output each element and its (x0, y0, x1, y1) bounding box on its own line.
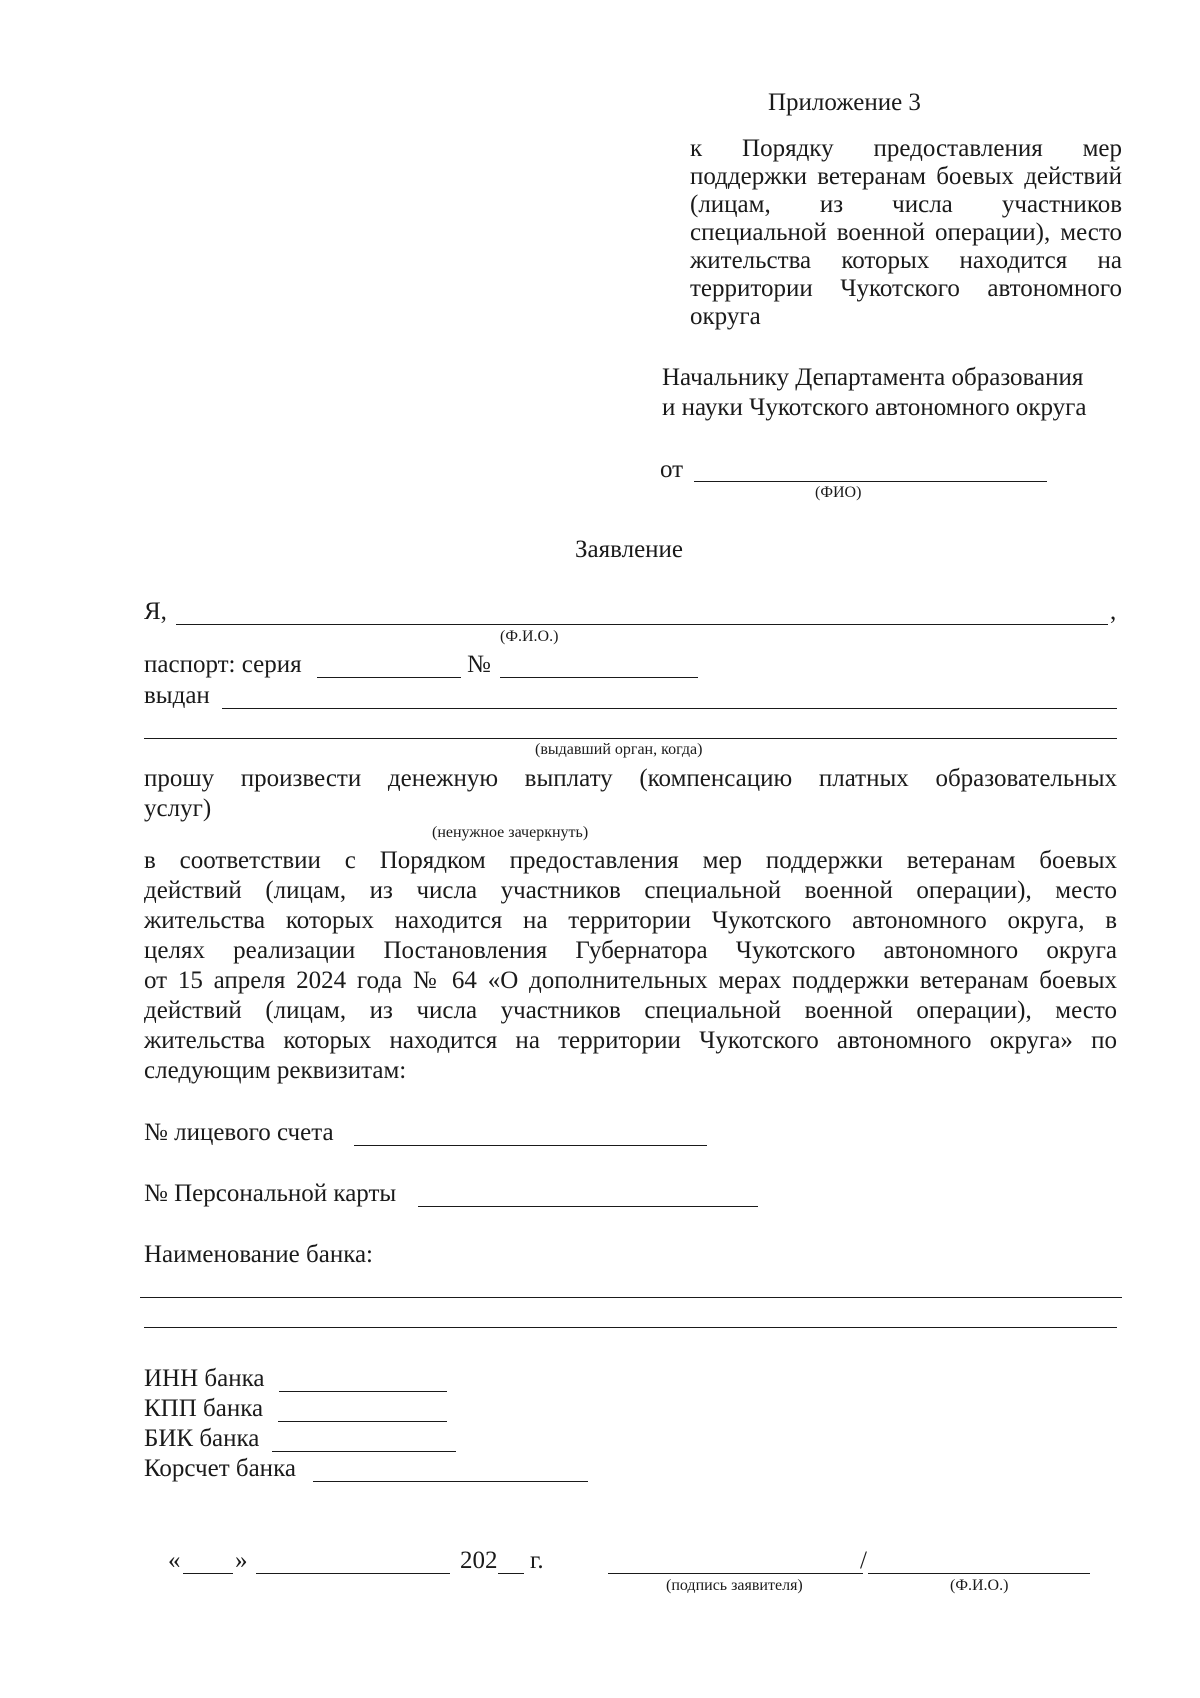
issued-by-caption: (выдавший орган, когда) (535, 741, 703, 758)
body-line: следующим реквизитам: (144, 1057, 407, 1084)
body-line: действий (лицам, из числа участников специальной военной операции), место (144, 877, 1117, 904)
issued-by-field[interactable] (222, 708, 1117, 709)
from-label: от (660, 456, 684, 483)
document-title: Заявление (575, 536, 684, 563)
account-label: № лицевого счета (144, 1119, 334, 1146)
card-label: № Персональной карты (144, 1180, 397, 1207)
issued-label: выдан (144, 682, 210, 709)
signature-fio-field[interactable] (868, 1573, 1090, 1574)
kpp-label: КПП банка (144, 1395, 264, 1422)
inn-label: ИНН банка (144, 1365, 265, 1392)
body-line: действий (лицам, из числа участников специальной военной операции), место (144, 997, 1117, 1024)
account-field[interactable] (354, 1145, 707, 1146)
date-quote-open: « (168, 1547, 181, 1574)
year-suffix: г. (530, 1547, 544, 1574)
appendix-line: территории Чукотского автономного (690, 275, 1122, 302)
year-label: 202 (460, 1547, 498, 1574)
body-line: от 15 апреля 2024 года № 64 «О дополнительных мерах поддержки ветеранам боевых (144, 967, 1117, 994)
bik-label: БИК банка (144, 1425, 260, 1452)
bik-field[interactable] (272, 1451, 456, 1452)
kpp-field[interactable] (278, 1421, 447, 1422)
date-year-field[interactable] (498, 1573, 524, 1574)
bank-name-field[interactable] (140, 1297, 1122, 1298)
signature-fio-caption: (Ф.И.О.) (950, 1577, 1009, 1594)
appendix-line: (лицам, из числа участников (690, 191, 1122, 218)
appendix-title: Приложение 3 (768, 89, 921, 116)
from-fio-caption: (ФИО) (815, 484, 862, 501)
date-month-field[interactable] (256, 1573, 450, 1574)
addressee-line: и науки Чукотского автономного округа (662, 394, 1087, 421)
signature-caption: (подпись заявителя) (666, 1577, 803, 1594)
appendix-line: округа (690, 303, 761, 330)
body-line: целях реализации Постановления Губернатора Чукотского автономного округа (144, 937, 1117, 964)
comma: , (1110, 598, 1117, 625)
corr-account-field[interactable] (313, 1481, 588, 1482)
applicant-fio-caption: (Ф.И.О.) (500, 628, 559, 645)
request-line: прошу произвести денежную выплату (компенсацию платных образовательных (144, 765, 1117, 792)
appendix-line: специальной военной операции), место (690, 219, 1122, 246)
body-line: в соответствии с Порядком предоставления мер поддержки ветеранам боевых (144, 847, 1117, 874)
appendix-line: жительства которых находится на (690, 247, 1122, 274)
date-quote-close: » (235, 1547, 248, 1574)
bank-name-field-2[interactable] (144, 1327, 1117, 1328)
passport-series-field[interactable] (317, 677, 461, 678)
strike-caption: (ненужное зачеркнуть) (432, 824, 589, 841)
i-label: Я, (144, 598, 167, 625)
passport-number-field[interactable] (500, 677, 698, 678)
corr-account-label: Корсчет банка (144, 1455, 296, 1482)
appendix-reference (690, 135, 1122, 331)
request-paragraph (144, 764, 1117, 824)
request-line: услуг) (144, 795, 212, 822)
body-line: жительства которых находится на территории Чукотского автономного округа» по (144, 1027, 1117, 1054)
appendix-line: к Порядку предоставления мер (690, 135, 1122, 162)
inn-field[interactable] (279, 1391, 447, 1392)
issued-by-field-2[interactable] (144, 738, 1117, 739)
signature-field[interactable] (608, 1573, 863, 1574)
card-field[interactable] (418, 1206, 758, 1207)
passport-series-label: паспорт: серия (144, 651, 302, 678)
appendix-line: поддержки ветеранам боевых действий (690, 163, 1122, 190)
bank-name-label: Наименование банка: (144, 1241, 374, 1268)
body-paragraph (144, 846, 1117, 1086)
body-line: жительства которых находится на территории Чукотского автономного округа, в (144, 907, 1117, 934)
signature-slash: / (860, 1547, 867, 1574)
addressee-line: Начальнику Департамента образования (662, 364, 1084, 391)
passport-number-label: № (467, 651, 491, 678)
date-day-field[interactable] (183, 1573, 233, 1574)
applicant-fio-field[interactable] (176, 624, 1108, 625)
from-fio-field[interactable] (694, 481, 1047, 482)
